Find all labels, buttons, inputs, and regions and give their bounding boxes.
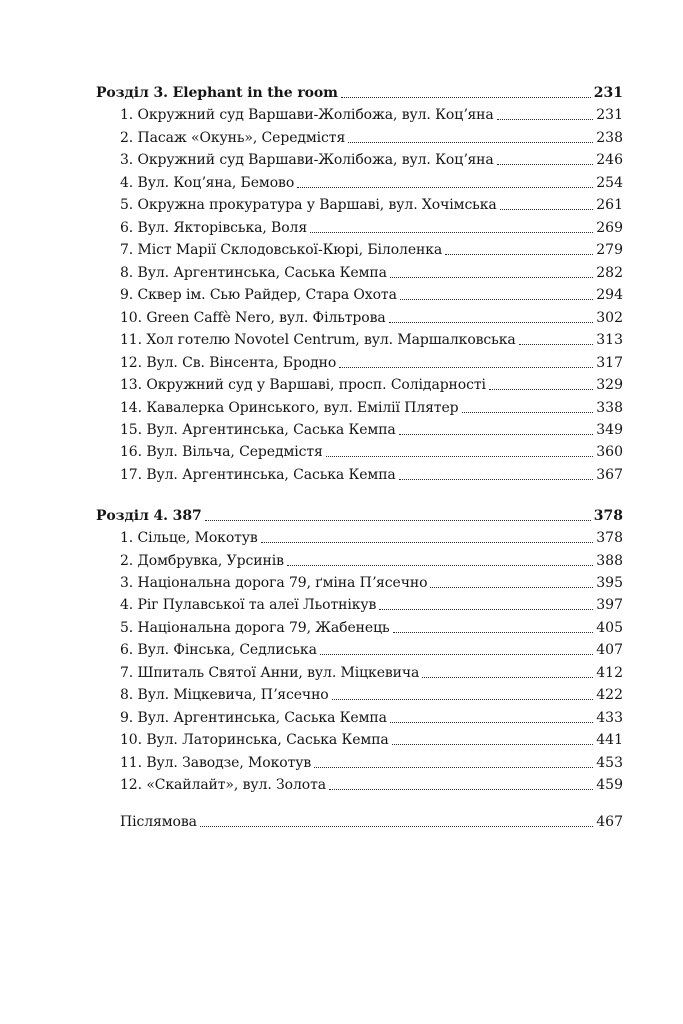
toc-page-number: 231 (593, 85, 623, 101)
toc-page-number: 422 (596, 687, 623, 703)
toc-entry (0, 527, 683, 549)
toc-entry (0, 572, 683, 594)
toc-entry (0, 707, 683, 729)
toc-entry-title: Післямова (120, 814, 197, 830)
dot-leader (422, 677, 593, 678)
toc-entry (0, 617, 683, 639)
dot-leader (462, 412, 594, 413)
toc-entry (0, 774, 683, 796)
toc-entry (0, 729, 683, 751)
toc-entry-title: 8. Вул. Міцкевича, Пʼясечно (120, 687, 329, 703)
toc-entry-title: 1. Окружний суд Варшави-Жолібожа, вул. Коцʼяна (120, 107, 494, 123)
dot-leader (339, 367, 593, 368)
dot-leader (390, 277, 593, 278)
toc-entry (0, 397, 683, 419)
toc-entry-title: 10. Вул. Латоринська, Саська Кемпа (120, 732, 389, 748)
dot-leader (390, 722, 593, 723)
toc-entry-title: 1. Сільце, Мокотув (120, 530, 258, 546)
toc-page-number: 302 (596, 310, 623, 326)
dot-leader (445, 254, 593, 255)
toc-heading-title: Розділ 4. 387 (96, 508, 202, 524)
dot-leader (389, 322, 594, 323)
dot-leader (430, 587, 593, 588)
toc-heading-title: Розділ 3. Elephant in the room (96, 85, 338, 101)
toc-entry (0, 104, 683, 126)
toc-entry (0, 352, 683, 374)
toc-entry (0, 464, 683, 486)
toc-entry-title: 15. Вул. Аргентинська, Саська Кемпа (120, 422, 396, 438)
toc-entry-title: 13. Окружний суд у Варшаві, просп. Солідарності (120, 377, 486, 393)
toc-entry-title: 6. Вул. Фінська, Седлиська (120, 642, 317, 658)
toc-page-number: 246 (596, 152, 623, 168)
toc-entry (0, 239, 683, 261)
dot-leader (379, 609, 593, 610)
toc-entry-title: 4. Вул. Коцʼяна, Бемово (120, 175, 295, 191)
toc-entry (0, 594, 683, 616)
dot-leader (287, 565, 593, 566)
dot-leader (500, 209, 594, 210)
toc-page-number: 378 (593, 508, 623, 524)
toc-entry (0, 194, 683, 216)
dot-leader (297, 187, 593, 188)
dot-leader (392, 744, 594, 745)
toc-entry (0, 262, 683, 284)
dot-leader (497, 164, 594, 165)
dot-leader (310, 232, 593, 233)
toc-entry (0, 149, 683, 171)
dot-leader (341, 97, 591, 98)
toc-afterword (0, 811, 683, 833)
toc-page-number: 378 (596, 530, 623, 546)
dot-leader (489, 389, 593, 390)
toc-entry-title: 9. Вул. Аргентинська, Саська Кемпа (120, 710, 387, 726)
toc-page-number: 395 (596, 575, 623, 591)
toc-entry-title: 4. Ріг Пулавської та алеї Льотнікув (120, 597, 377, 613)
dot-leader (200, 826, 593, 827)
toc-page-number: 254 (596, 175, 623, 191)
dot-leader (314, 767, 593, 768)
toc-entry-title: 6. Вул. Якторівська, Воля (120, 220, 308, 236)
dot-leader (393, 632, 594, 633)
toc-entry-title: 3. Національна дорога 79, ґміна Пʼясечно (120, 575, 428, 591)
toc-page-number: 317 (596, 355, 623, 371)
toc-page-number: 231 (596, 107, 623, 123)
dot-leader (519, 344, 594, 345)
toc-entry-title: 11. Хол готелю Novotel Centrum, вул. Маршалковська (120, 332, 516, 348)
toc-section-heading (0, 82, 683, 104)
dot-leader (348, 142, 593, 143)
toc-entry (0, 639, 683, 661)
toc-entry-title: 7. Шпиталь Святої Анни, вул. Міцкевича (120, 665, 420, 681)
toc-entry (0, 441, 683, 463)
dot-leader (205, 520, 591, 521)
toc-page-number: 405 (596, 620, 623, 636)
toc-entry (0, 550, 683, 572)
toc-entry (0, 419, 683, 441)
dot-leader (399, 479, 594, 480)
toc-entry-title: 5. Окружна прокуратура у Варшаві, вул. Хочімська (120, 197, 497, 213)
toc-page-number: 329 (596, 377, 623, 393)
toc-entry-title: 10. Green Caffè Nero, вул. Фільтрова (120, 310, 386, 326)
toc-entry-title: 14. Кавалерка Оринського, вул. Емілії Плятер (120, 400, 459, 416)
toc-page-number: 261 (596, 197, 623, 213)
dot-leader (497, 119, 594, 120)
toc-entry (0, 307, 683, 329)
toc-page-number: 349 (596, 422, 623, 438)
dot-leader (399, 434, 594, 435)
toc-entry-title: 8. Вул. Аргентинська, Саська Кемпа (120, 265, 387, 281)
toc-entry (0, 172, 683, 194)
toc-entry-title: 5. Національна дорога 79, Жабенець (120, 620, 390, 636)
toc-page-number: 238 (596, 130, 623, 146)
toc-entry-title: 2. Пасаж «Окунь», Середмістя (120, 130, 346, 146)
toc-page-number: 459 (596, 777, 623, 793)
toc-page-number: 412 (596, 665, 623, 681)
toc-entry (0, 662, 683, 684)
toc-entry-title: 2. Домбрувка, Урсинів (120, 553, 284, 569)
toc-page-number: 467 (596, 814, 623, 830)
toc-entry (0, 127, 683, 149)
toc-entry-title: 11. Вул. Заводзе, Мокотув (120, 755, 312, 771)
dot-leader (332, 699, 594, 700)
toc-entry-title: 12. Вул. Св. Вінсента, Бродно (120, 355, 337, 371)
toc-page-number: 269 (596, 220, 623, 236)
toc-entry-title: 16. Вул. Вільча, Середмістя (120, 444, 323, 460)
dot-leader (400, 299, 593, 300)
dot-leader (326, 456, 593, 457)
toc-section-heading (0, 505, 683, 527)
toc-entry-title: 12. «Скайлайт», вул. Золота (120, 777, 326, 793)
toc-entry-title: 9. Сквер ім. Сью Райдер, Стара Охота (120, 287, 397, 303)
toc-entry-title: 7. Міст Марії Склодовської-Кюрі, Білоленка (120, 242, 443, 258)
toc-page-number: 441 (596, 732, 623, 748)
toc-page-number: 397 (596, 597, 623, 613)
toc-entry (0, 329, 683, 351)
toc-page-number: 407 (596, 642, 623, 658)
toc-page-number: 338 (596, 400, 623, 416)
toc-page-number: 279 (596, 242, 623, 258)
toc-entry (0, 217, 683, 239)
toc-page-number: 313 (596, 332, 623, 348)
dot-leader (261, 542, 594, 543)
toc-page-number: 388 (596, 553, 623, 569)
toc-entry (0, 752, 683, 774)
toc-page-number: 294 (596, 287, 623, 303)
toc-page-number: 367 (596, 467, 623, 483)
toc-entry (0, 284, 683, 306)
dot-leader (329, 789, 593, 790)
toc-entry (0, 374, 683, 396)
toc-entry-title: 17. Вул. Аргентинська, Саська Кемпа (120, 467, 396, 483)
toc-page-number: 433 (596, 710, 623, 726)
dot-leader (320, 654, 593, 655)
toc-entry-title: 3. Окружний суд Варшави-Жолібожа, вул. Коцʼяна (120, 152, 494, 168)
toc-page-number: 360 (596, 444, 623, 460)
toc-page-number: 282 (596, 265, 623, 281)
toc-entry (0, 684, 683, 706)
toc-page-number: 453 (596, 755, 623, 771)
